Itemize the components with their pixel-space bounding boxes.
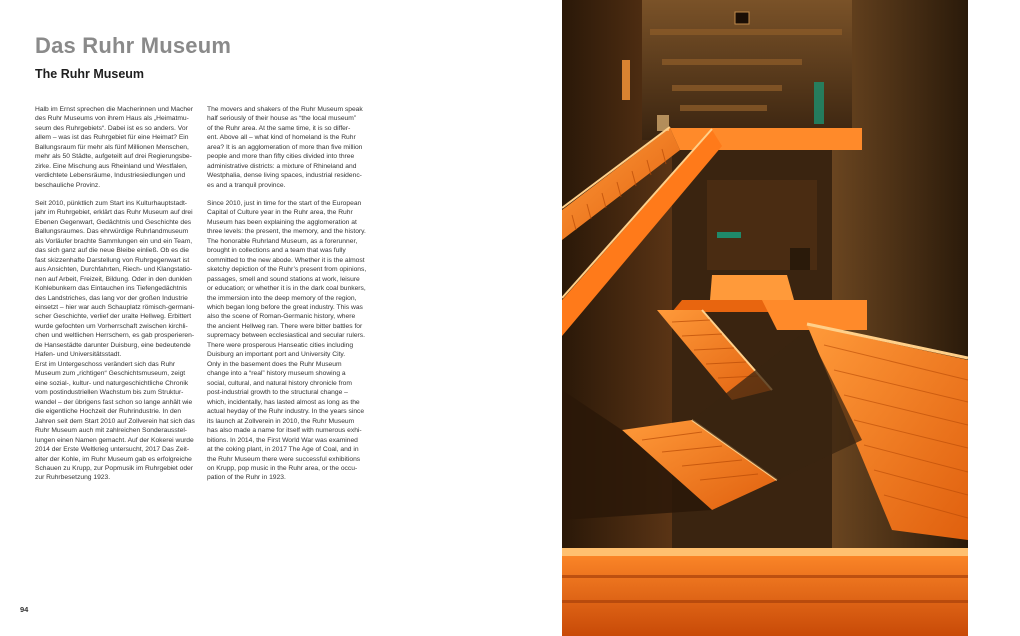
text-line: half seriously of their house as “the local museum” bbox=[207, 115, 357, 123]
right-doorway-light bbox=[814, 82, 824, 124]
text-line: es and a tranquil province. bbox=[207, 181, 286, 189]
text-line: also the scene of Roman-Germanic history, where bbox=[207, 313, 356, 321]
text-line: die eigentliche Hochzeit der Ruhrindustrie. In den bbox=[35, 408, 182, 416]
text-line: the Ruhr Museum there were successful exhibitions bbox=[207, 455, 361, 463]
escalator-illustration bbox=[562, 0, 968, 636]
text-line: Museum zum „richtigen“ Geschichtsmuseum, zeigt bbox=[35, 370, 186, 378]
text-line: administrative districts: a mixture of Rhineland and bbox=[207, 162, 357, 170]
english-paragraph-2 bbox=[207, 199, 373, 360]
text-line: Kohlebunkern das Eintauchen ins Tiefengedächtnis bbox=[35, 285, 188, 293]
page-number: 94 bbox=[20, 605, 29, 614]
german-paragraph-3 bbox=[35, 360, 201, 483]
text-line: the immersion into the deep memory of the region, bbox=[207, 294, 357, 302]
text-line: jahr im Ruhrgebiet, erklärt das Ruhr Museum auf drei bbox=[35, 209, 193, 217]
text-line: has also made a name for itself with numerous exhi- bbox=[207, 427, 362, 435]
text-line: beschauliche Provinz. bbox=[35, 181, 101, 189]
exit-sign-icon bbox=[717, 232, 741, 238]
text-line: Duisburg an important port and University City. bbox=[207, 351, 346, 359]
text-line: sketchy depiction of the Ruhr’s present from opinions, bbox=[207, 266, 367, 274]
text-line: als Vorläufer brachte Sammlungen ein und ein Team, bbox=[35, 237, 193, 245]
text-line: Halb im Ernst sprechen die Macherinnen und Macher bbox=[35, 106, 193, 113]
text-line: Since 2010, just in time for the start of the European bbox=[207, 200, 362, 207]
text-line: brought in collections and a team that was fully bbox=[207, 247, 346, 255]
english-paragraph-3 bbox=[207, 360, 373, 483]
floor-line-1 bbox=[562, 575, 968, 578]
text-line: the ancient Hellweg ran. There were bitter battles for bbox=[207, 322, 363, 330]
text-line: de Hansestädte darunter Duisburg, eine bedeutende bbox=[35, 341, 191, 349]
text-line: zirke. Eine Mischung aus Rheinland und Westfalen, bbox=[35, 162, 188, 170]
text-line: Only in the basement does the Ruhr Museum bbox=[207, 361, 342, 368]
text-line: The honorable Ruhrland Museum, as a forerunner, bbox=[207, 237, 358, 245]
article-title: Das Ruhr Museum bbox=[35, 33, 232, 58]
text-line: mehr als 50 Städte, aufgeteilt auf drei Regierungsbe- bbox=[35, 153, 192, 161]
text-line: passages, smell and sound stations at work, leisure bbox=[207, 275, 360, 283]
text-line: fast skizzenhafte Darstellung von Ruhrgegenwart ist bbox=[35, 256, 190, 264]
museum-photo bbox=[562, 0, 968, 636]
text-line: There were prosperous Hanseatic cities including bbox=[207, 341, 354, 349]
text-line: social, cultural, and natural history chronicle from bbox=[207, 379, 352, 387]
text-line: alter der Kohle, im Ruhr Museum gab es erfolgreiche bbox=[35, 455, 192, 463]
german-paragraph-2 bbox=[35, 199, 201, 360]
text-line: Westphalia, dense living spaces, industrial residenc- bbox=[207, 172, 362, 180]
english-paragraph-1 bbox=[207, 105, 373, 190]
text-line: verdichtete Lebensräume, Industriesiedlungen und bbox=[35, 172, 186, 180]
text-line: of the Ruhr area. At the same time, it is so differ- bbox=[207, 124, 351, 132]
text-line: The movers and shakers of the Ruhr Museum speak bbox=[207, 106, 363, 113]
text-line: area? It is an agglomeration of more than five million bbox=[207, 143, 363, 151]
floor-line-2 bbox=[562, 600, 968, 603]
text-line: on Krupp, pop music in the Ruhr area, or the occu- bbox=[207, 464, 358, 472]
text-line: three levels: the present, the memory, and the history. bbox=[207, 228, 366, 236]
upper-lamp bbox=[657, 115, 669, 131]
text-line: actual heyday of the Ruhr industry. In the years since bbox=[207, 408, 365, 416]
text-line: Seit 2010, pünktlich zum Start ins Kulturhauptstadt- bbox=[35, 200, 188, 207]
text-line: seum des Ruhrgebiets“. Dabei ist es so anders. Vor bbox=[35, 124, 188, 132]
text-line: allem – was ist das Ruhrgebiet für eine Heimat? Ein bbox=[35, 134, 189, 142]
text-line: wandel – der übrigens fast schon so lange anhält wie bbox=[35, 398, 193, 406]
text-line: people and more than fifty cities divided into three bbox=[207, 153, 355, 161]
text-line: Jahren seit dem Start 2010 auf Zollverein hat sich das bbox=[35, 417, 195, 425]
text-line: einsetzt – hier war auch Schauplatz römisch-germani- bbox=[35, 303, 195, 311]
text-line: zur Ruhrbesetzung 1923. bbox=[35, 474, 111, 482]
text-line: Ballungsraum für mehr als fünf Millionen Menschen, bbox=[35, 143, 189, 151]
text-line: wurde gefochten um Vorherrschaft zwischen kirchli- bbox=[35, 322, 188, 330]
text-line: des Ruhr Museums von ihrem Haus als „Heimatmu- bbox=[35, 115, 189, 123]
wall-panel bbox=[790, 248, 810, 270]
article-subtitle: The Ruhr Museum bbox=[35, 67, 145, 81]
text-line: its launch at Zollverein in 2010, the Ruhr Museum bbox=[207, 417, 355, 425]
text-line: which, incidentally, has lasted almost as long as the bbox=[207, 398, 360, 406]
text-line: das sich ganz auf die neue Bleibe einließ. Ob es die bbox=[35, 247, 189, 255]
ceiling-vent-icon bbox=[735, 12, 749, 24]
text-line: Ballungsraumes. Das ehrwürdige Ruhrlandmuseum bbox=[35, 228, 189, 236]
text-line: nen auf Arbeit, Freizeit, Bildung. Oder in den dunklen bbox=[35, 275, 192, 283]
text-line: vom postindustriellen Wachstum bis zum Struktur- bbox=[35, 389, 184, 397]
text-line: at the coking plant, in 2017 The Age of Coal, and in bbox=[207, 446, 359, 454]
text-line: Erst im Untergeschoss verändert sich das Ruhr bbox=[35, 361, 176, 368]
text-line: chen und weltlichen Herrschern, es gab prosperieren- bbox=[35, 332, 195, 340]
text-line: Hafen- und Universitätsstadt. bbox=[35, 351, 122, 359]
text-line: Ruhr Museum auch mit zahlreichen Sonderausstel- bbox=[35, 427, 188, 435]
text-line: post-industrial growth to the structural change – bbox=[207, 389, 348, 397]
text-line: change into a “real” history museum showing a bbox=[207, 370, 346, 378]
left-wall-light bbox=[622, 60, 630, 100]
glowing-floor bbox=[562, 548, 968, 636]
text-line: 2014 der Erste Weltkrieg untersucht, 2017 Das Zeit- bbox=[35, 446, 190, 454]
german-paragraph-1 bbox=[35, 105, 201, 190]
mid-landing-top bbox=[710, 275, 794, 300]
text-line: bitions. In 2014, the First World War was examined bbox=[207, 436, 358, 444]
text-line: which began long before the great industry. This was bbox=[207, 303, 363, 311]
text-line: Ebenen Gegenwart, Gedächtnis und Geschichte des bbox=[35, 218, 192, 226]
text-line: Capital of Culture year in the Ruhr area, the Ruhr bbox=[207, 209, 353, 217]
text-line: aus Ansichten, Durchfahrten, Riech- und Klangstatio- bbox=[35, 266, 193, 274]
text-line: ent. Above all – what kind of homeland is the Ruhr bbox=[207, 134, 356, 142]
text-line: Museum has been explaining the agglomeration at bbox=[207, 218, 357, 226]
text-line: supremacy between ecclesiastical and secular rulers. bbox=[207, 332, 365, 340]
text-line: eine sozial-, kultur- und naturgeschichtliche Chronik bbox=[35, 379, 189, 387]
text-line: Schauen zu Krupp, zur Popmusik im Ruhrgebiet oder bbox=[35, 464, 193, 472]
text-line: des Landstriches, das lang vor der großen Industrie bbox=[35, 294, 188, 302]
text-line: pation of the Ruhr in 1923. bbox=[207, 474, 286, 482]
right-margin bbox=[968, 0, 1020, 636]
text-line: or education; or whether it is in the dark coal bunkers, bbox=[207, 285, 366, 293]
text-line: committed to the new abode. Whether it is the almost bbox=[207, 256, 365, 264]
text-line: lungen einen Namen gemacht. Auf der Kokerei wurde bbox=[35, 436, 194, 444]
floor-edge-light bbox=[562, 548, 968, 556]
text-line: scher Geschichte, verlief der uralte Hellweg. Erbittert bbox=[35, 313, 192, 321]
